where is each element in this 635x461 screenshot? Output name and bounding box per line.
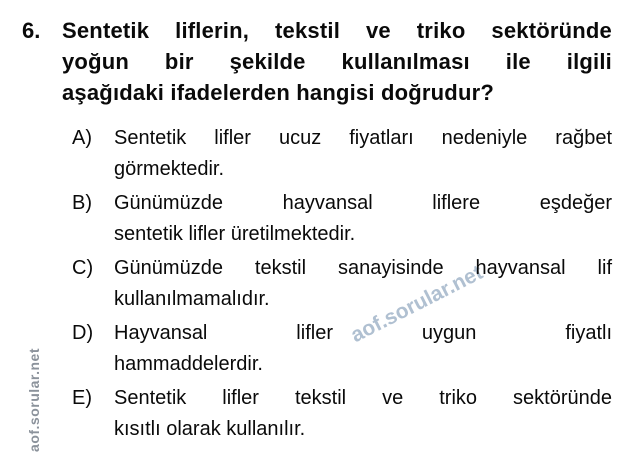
option-e-line-2: kısıtlı olarak kullanılır. — [114, 418, 306, 440]
question-line-3: aşağıdaki ifadelerden hangisi doğrudur? — [62, 80, 494, 105]
option-e — [72, 383, 612, 445]
option-e-line-1: Sentetik lifler tekstil ve triko sektöründe — [114, 387, 612, 409]
watermark-vertical: aof.sorular.net — [26, 348, 42, 452]
question-block — [22, 15, 612, 448]
option-d-line-2: hammaddelerdir. — [114, 353, 263, 375]
option-a-letter: A) — [72, 127, 92, 149]
option-b — [72, 188, 612, 250]
option-c-line-2: kullanılmamalıdır. — [114, 288, 270, 310]
option-e-text — [114, 383, 612, 445]
option-e-letter: E) — [72, 387, 92, 409]
option-b-text — [114, 188, 612, 250]
option-d — [72, 318, 612, 380]
question-number: 6. — [22, 18, 41, 43]
option-b-line-1: Günümüzde hayvansal liflere eşdeğer — [114, 192, 612, 214]
option-c-line-1: Günümüzde tekstil sanayisinde hayvansal lif — [114, 257, 612, 279]
option-d-line-1: Hayvansal lifler uygun fiyatlı — [114, 322, 612, 344]
watermark-diagonal: aof.sorular.net — [347, 260, 487, 348]
option-a-text — [114, 123, 612, 185]
option-d-letter: D) — [72, 322, 94, 344]
option-d-text — [114, 318, 612, 380]
question-line-1: Sentetik liflerin, tekstil ve triko sektöründe — [62, 18, 612, 43]
option-b-letter: B) — [72, 192, 92, 214]
option-c — [72, 253, 612, 315]
option-a-line-2: görmektedir. — [114, 158, 225, 180]
option-b-line-2: sentetik lifler üretilmektedir. — [114, 223, 356, 245]
question-row — [22, 15, 612, 108]
option-a — [72, 123, 612, 185]
question-text — [62, 15, 612, 108]
options-list — [72, 123, 612, 445]
option-c-letter: C) — [72, 257, 94, 279]
option-a-line-1: Sentetik lifler ucuz fiyatları nedeniyle rağbet — [114, 127, 612, 149]
option-c-text — [114, 253, 612, 315]
question-line-2: yoğun bir şekilde kullanılması ile ilgili — [62, 49, 612, 74]
